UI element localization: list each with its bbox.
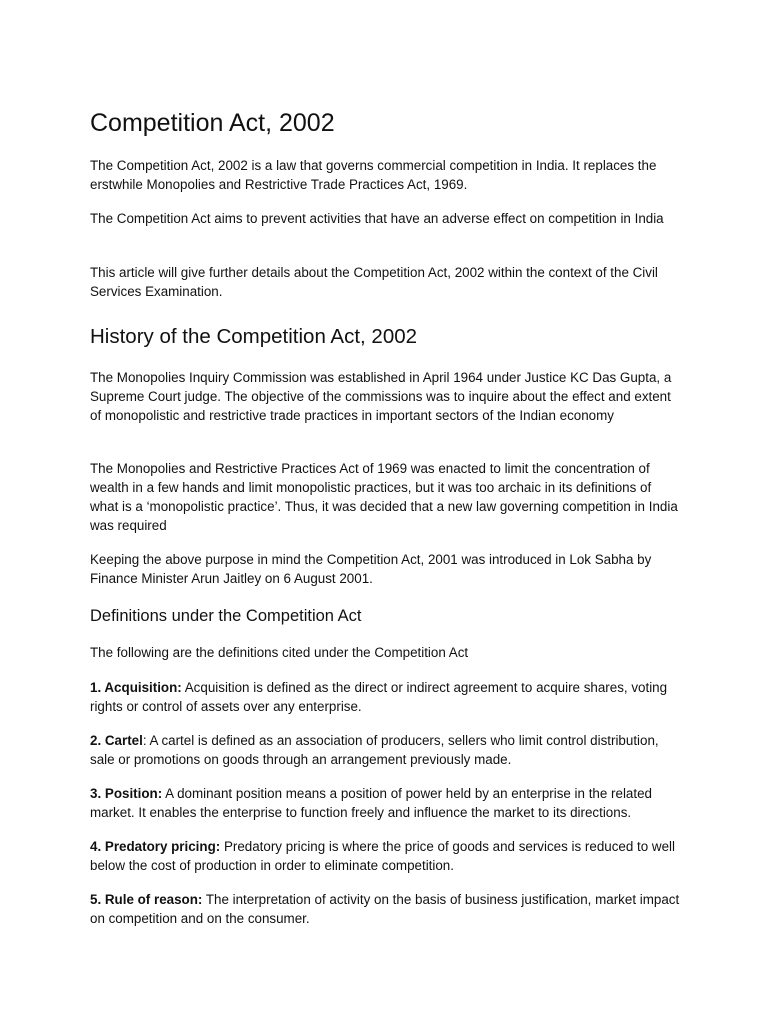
- definition-text: : A cartel is defined as an association of producers, sellers who limit control distribution, sale or promotions on goods through an arrangement previously made.: [90, 733, 659, 767]
- intro-paragraph-2: The Competition Act aims to prevent activities that have an adverse effect on competition in India: [90, 211, 664, 226]
- history-heading: History of the Competition Act, 2002: [90, 325, 418, 348]
- definition-term: 2. Cartel: [90, 733, 143, 748]
- definition-item-cartel: [90, 731, 682, 769]
- definition-term: 4. Predatory pricing:: [90, 839, 221, 854]
- definition-text: Predatory pricing is where the price of goods and services is reduced to well below the cost of production in order to eliminate competition.: [90, 839, 675, 873]
- history-paragraph-1: The Monopolies Inquiry Commission was established in April 1964 under Justice KC Das Gupta, a Supreme Court judge. The objective of the commissions was to inquire about the effect and extent of monopolistic and restrictive trade practices in important sectors of the Indian economy: [90, 370, 672, 423]
- definition-term: 1. Acquisition:: [90, 680, 182, 695]
- intro-paragraph-1: The Competition Act, 2002 is a law that governs commercial competition in India. It replaces the erstwhile Monopolies and Restrictive Trade Practices Act, 1969.: [90, 158, 657, 192]
- definition-text: The interpretation of activity on the basis of business justification, market impact on competition and on the consumer.: [90, 892, 680, 926]
- definition-term: 3. Position:: [90, 786, 163, 801]
- definition-item-rule-of-reason: [90, 890, 682, 928]
- definitions-intro: The following are the definitions cited under the Competition Act: [90, 645, 469, 660]
- definition-item-position: [90, 784, 682, 822]
- history-paragraph-3: Keeping the above purpose in mind the Competition Act, 2001 was introduced in Lok Sabha by Finance Minister Arun Jaitley on 6 August 2001.: [90, 552, 652, 586]
- definition-term: 5. Rule of reason:: [90, 892, 203, 907]
- document-title: Competition Act, 2002: [90, 109, 335, 137]
- definitions-heading: Definitions under the Competition Act: [90, 607, 362, 625]
- definition-item-predatory-pricing: [90, 837, 682, 875]
- intro-paragraph-3: This article will give further details about the Competition Act, 2002 within the context of the Civil Services Examination.: [90, 265, 658, 299]
- definition-text: Acquisition is defined as the direct or indirect agreement to acquire shares, voting rights or control of assets over any enterprise.: [90, 680, 668, 714]
- definition-text: A dominant position means a position of power held by an enterprise in the related market. It enables the enterprise to function freely and influence the market to its directions.: [90, 786, 652, 820]
- definition-item-acquisition: [90, 678, 682, 716]
- history-paragraph-2: The Monopolies and Restrictive Practices Act of 1969 was enacted to limit the concentration of wealth in a few hands and limit monopolistic practices, but it was too archaic in its definitions of what is a ‘monopolistic practice’. Thus, it was decided that a new law governing competition in India was required: [90, 461, 678, 533]
